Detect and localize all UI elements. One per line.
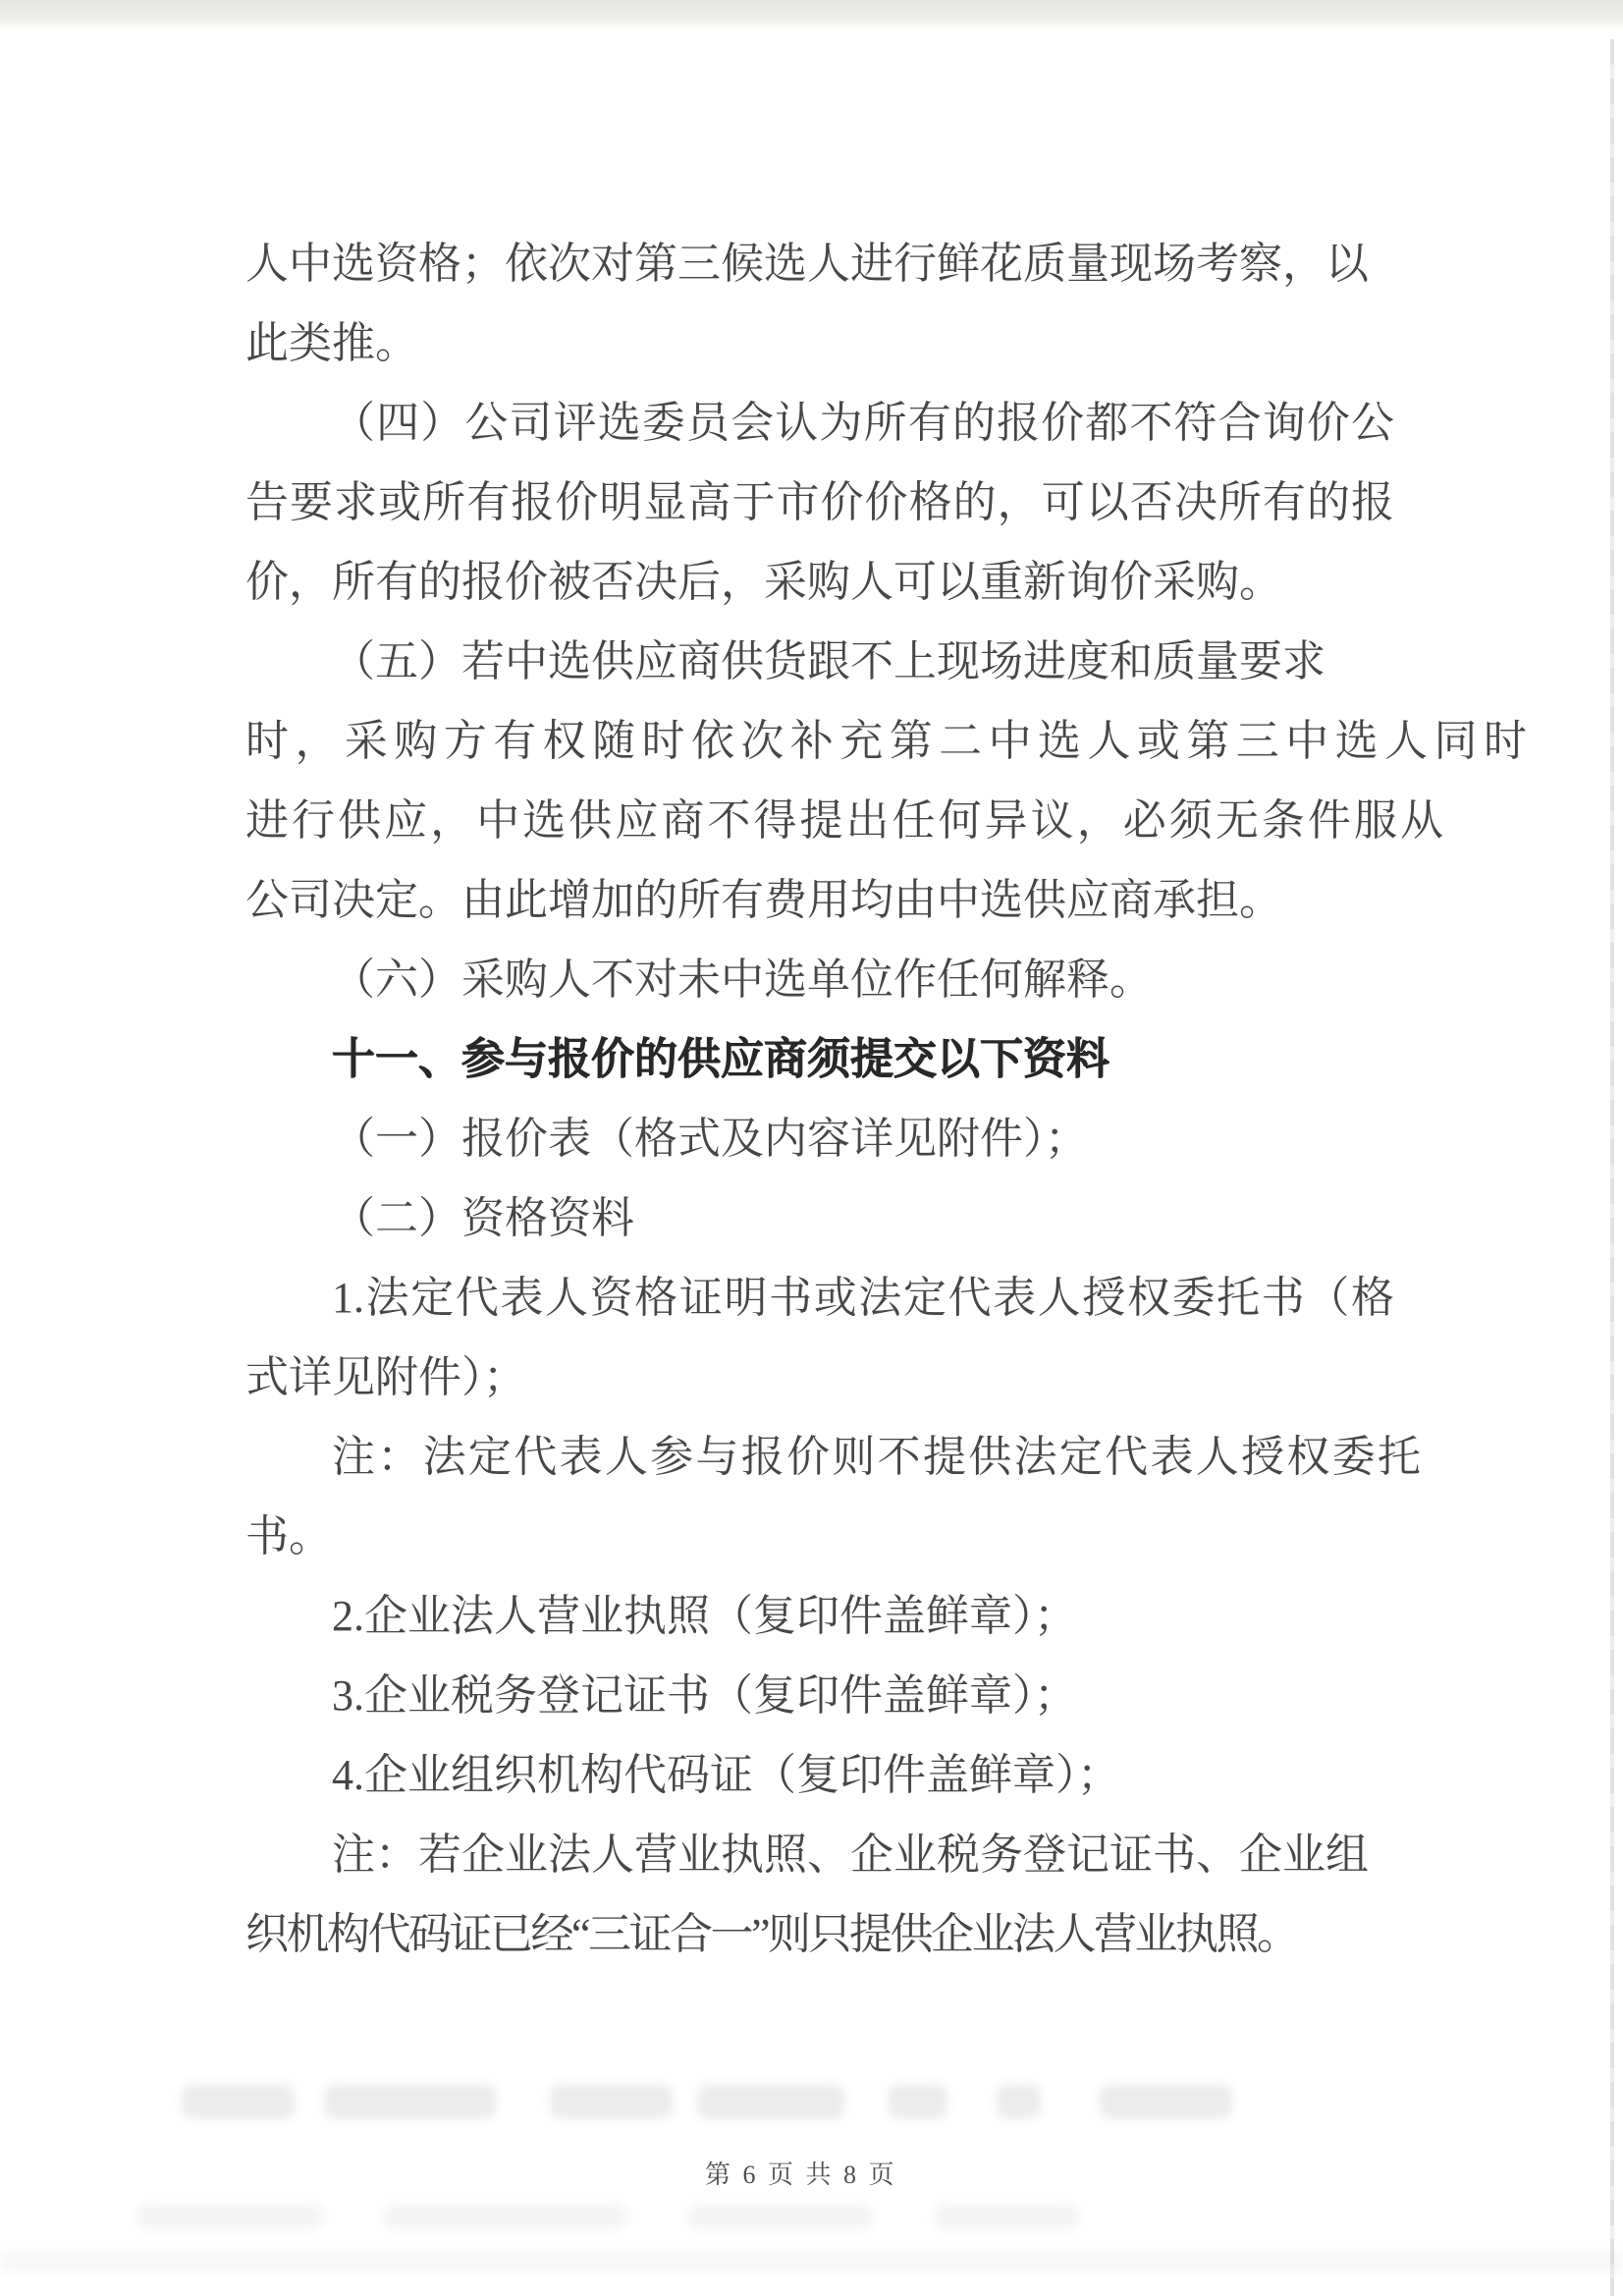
bleed-through-smudge [137,2204,324,2229]
text-line: 3.企业税务登记证书（复印件盖鲜章）； [332,1671,1077,1720]
bleed-through-smudge [687,2204,874,2229]
bleed-through-smudge [1100,2084,1232,2119]
bleed-through-smudge [889,2084,947,2119]
page-number: 第 6 页 共 8 页 [705,2160,897,2189]
bleed-through-smudge [550,2084,673,2119]
text-line: 人中选资格；依次对第三候选人进行鲜花质量现场考察，以 [245,240,1369,288]
scan-bottom-streak [0,2251,1623,2272]
text-line: 价，所有的报价被否决后，采购人可以重新询价采购。 [245,558,1282,606]
scan-top-band [0,0,1623,31]
bleed-through-smudge [182,2084,295,2119]
bleed-through-smudge [324,2084,496,2119]
text-line: 注：若企业法人营业执照、企业税务登记证书、企业组 [332,1831,1369,1879]
text-line: 注：法定代表人参与报价则不提供法定代表人授权委托 [332,1433,1421,1481]
text-line: （二）资格资料 [332,1194,634,1242]
text-line: 1.法定代表人资格证明书或法定代表人授权委托书（格 [332,1274,1394,1322]
text-line: （六）采购人不对未中选单位作任何解释。 [332,956,1153,1004]
text-line: 进行供应，中选供应商不得提出任何异议，必须无条件服从 [245,796,1443,845]
text-line: （四）公司评选委员会认为所有的报价都不符合询价公 [332,399,1394,447]
text-line: （五）若中选供应商供货跟不上现场进度和质量要求 [332,637,1325,685]
bleed-through-smudge [383,2204,628,2229]
text-line: 式详见附件）； [245,1353,526,1401]
document-lines [245,224,1542,1974]
text-line: 4.企业组织机构代码证（复印件盖鲜章）； [332,1751,1120,1799]
text-line: 十一、参与报价的供应商须提交以下资料 [332,1035,1109,1083]
scan-right-edge-line [1610,39,1614,2296]
text-line: 织机构代码证已经“三证合一”则只提供企业法人营业执照。 [245,1910,1298,1958]
bleed-through-smudge [933,2204,1080,2229]
bleed-through-smudge [697,2084,844,2119]
text-line: 此类推。 [245,319,418,367]
text-line: 公司决定。由此增加的所有费用均由中选供应商承担。 [245,876,1282,924]
text-line: （一）报价表（格式及内容详见附件）； [332,1115,1088,1163]
text-line: 书。 [245,1512,332,1560]
text-line: 告要求或所有报价明显高于市价价格的，可以否决所有的报 [245,478,1394,526]
text-line: 时，采购方有权随时依次补充第二中选人或第三中选人同时 [245,717,1527,765]
bleed-through-smudge [997,2084,1041,2119]
text-line: 2.企业法人营业执照（复印件盖鲜章）； [332,1592,1077,1640]
